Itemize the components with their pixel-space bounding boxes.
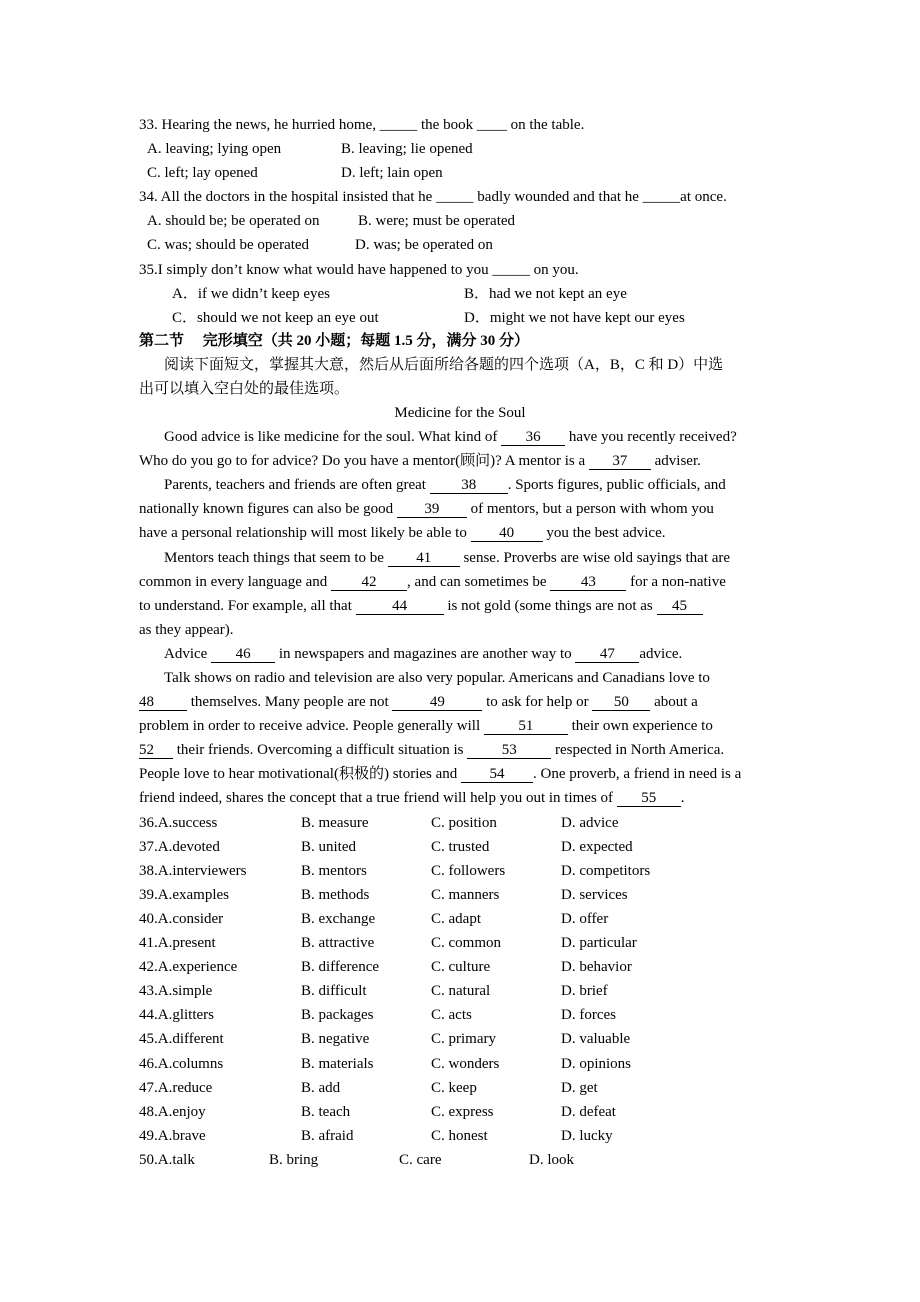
passage-line [139, 717, 713, 735]
option-43-a: 43.A.simple [139, 983, 213, 999]
option-45-a: 45.A.different [139, 1031, 224, 1047]
passage-text: . Sports figures, public officials, and [507, 477, 726, 493]
passage-text: common in every language and [139, 574, 332, 590]
passage-text: People love to hear motivational(积极的) stories and [139, 766, 462, 782]
option-40-c: C. adapt [431, 911, 481, 927]
option-36-d: D. advice [561, 815, 619, 831]
option-42-c: C. culture [431, 959, 491, 975]
option-48-d: D. defeat [561, 1104, 616, 1120]
passage-text: advice. [639, 646, 683, 662]
blank-46: 46 [211, 647, 275, 663]
option-49-b: B. afraid [301, 1128, 354, 1144]
option-38-a: 38.A.interviewers [139, 863, 247, 879]
passage-line [164, 549, 730, 567]
passage-line [139, 500, 714, 518]
passage-line [139, 597, 703, 615]
blank-37: 37 [589, 454, 651, 470]
passage-text: for a non-native [626, 574, 726, 590]
option-37-b: B. united [301, 839, 356, 855]
option-48-a: 48.A.enjoy [139, 1104, 206, 1120]
answer-blank: _____ [379, 117, 418, 133]
option-48-b: B. teach [301, 1104, 351, 1120]
option-33-c: C. left; lay opened [147, 165, 258, 181]
blank-40: 40 [471, 526, 543, 542]
blank-54: 54 [461, 767, 533, 783]
option-34-d: D. was; be operated on [355, 237, 493, 253]
question-35-stem: 35.I simply don’t know what would have happened to you _____ on you. [139, 262, 579, 278]
blank-51: 51 [484, 719, 568, 735]
passage-line [139, 573, 726, 591]
section-instructions-cont: 出可以填入空白处的最佳选项。 [139, 381, 350, 397]
blank-53: 53 [467, 743, 551, 759]
option-43-c: C. natural [431, 983, 491, 999]
stem-text: on the table. [506, 117, 585, 133]
stem-text: 33. Hearing the news, he hurried home, [139, 117, 380, 133]
option-47-d: D. get [561, 1080, 598, 1096]
passage-title: Medicine for the Soul [394, 405, 526, 421]
option-42-b: B. difference [301, 959, 380, 975]
option-37-a: 37.A.devoted [139, 839, 220, 855]
option-37-d: D. expected [561, 839, 633, 855]
passage-text: have a personal relationship will most likely be able to [139, 525, 471, 541]
option-44-d: D. forces [561, 1007, 616, 1023]
passage-text: Good advice is like medicine for the soul. What kind of [164, 429, 502, 445]
passage-text: about a [650, 694, 698, 710]
passage-text: their own experience to [567, 718, 713, 734]
option-45-d: D. valuable [561, 1031, 631, 1047]
option-36-c: C. position [431, 815, 497, 831]
stem-text: the book [417, 117, 477, 133]
blank-48: 48 [139, 695, 187, 711]
passage-line [139, 452, 701, 470]
blank-49: 49 [392, 695, 482, 711]
option-39-b: B. methods [301, 887, 370, 903]
option-43-b: B. difficult [301, 983, 367, 999]
option-35-a: A．if we didn’t keep eyes [172, 286, 331, 302]
passage-text: Who do you go to for advice? Do you have a mentor(顾问)? A mentor is a [139, 453, 589, 469]
passage-line [139, 741, 724, 759]
passage-line [139, 524, 665, 542]
option-35-d: D．might we not have kept our eyes [464, 310, 685, 326]
blank-44: 44 [356, 599, 444, 615]
answer-blank: ____ [476, 117, 507, 133]
option-35-c: C．should we not keep an eye out [172, 310, 379, 326]
option-38-b: B. mentors [301, 863, 367, 879]
option-45-c: C. primary [431, 1031, 496, 1047]
option-46-d: D. opinions [561, 1056, 632, 1072]
option-34-a: A. should be; be operated on [147, 213, 320, 229]
option-39-c: C. manners [431, 887, 500, 903]
option-44-a: 44.A.glitters [139, 1007, 214, 1023]
passage-text: is not gold (some things are not as [443, 598, 657, 614]
passage-text: nationally known figures can also be good [139, 501, 397, 517]
option-37-c: C. trusted [431, 839, 490, 855]
passage-text: have you recently received? [565, 429, 737, 445]
section-instructions: 阅读下面短文，掌握其大意，然后从后面所给各题的四个选项（A，B，C 和 D）中选 [164, 357, 724, 373]
option-38-d: D. competitors [561, 863, 651, 879]
option-50-b: B. bring [269, 1152, 319, 1168]
option-50-c: C. care [399, 1152, 442, 1168]
passage-text: in newspapers and magazines are another way to [275, 646, 576, 662]
question-34-stem: 34. All the doctors in the hospital insisted that he _____ badly wounded and that he _____at once. [139, 189, 727, 205]
passage-line: Talk shows on radio and television are also very popular. Americans and Canadians love to [164, 670, 710, 686]
option-43-d: D. brief [561, 983, 608, 999]
option-49-d: D. lucky [561, 1128, 613, 1144]
option-35-b: B．had we not kept an eye [464, 286, 627, 302]
option-38-c: C. followers [431, 863, 506, 879]
blank-55: 55 [617, 791, 681, 807]
blank-36: 36 [501, 430, 565, 446]
passage-line [139, 693, 698, 711]
passage-text: problem in order to receive advice. People generally will [139, 718, 484, 734]
passage-text: to ask for help or [482, 694, 593, 710]
option-44-b: B. packages [301, 1007, 374, 1023]
blank-39: 39 [397, 502, 467, 518]
section-heading: 第二节 完形填空（共 20 小题；每题 1.5 分，满分 30 分） [139, 333, 530, 349]
blank-43: 43 [550, 575, 626, 591]
option-49-a: 49.A.brave [139, 1128, 206, 1144]
blank-52: 52 [139, 743, 173, 759]
blank-50: 50 [592, 695, 650, 711]
option-40-a: 40.A.consider [139, 911, 224, 927]
passage-text: to understand. For example, all that [139, 598, 356, 614]
passage-line: as they appear). [139, 622, 234, 638]
option-48-c: C. express [431, 1104, 494, 1120]
option-46-c: C. wonders [431, 1056, 500, 1072]
option-46-a: 46.A.columns [139, 1056, 224, 1072]
passage-text: Advice [164, 646, 212, 662]
passage-text: . One proverb, a friend in need is a [533, 766, 742, 782]
passage-text: adviser. [650, 453, 701, 469]
passage-text: their friends. Overcoming a difficult situation is [173, 742, 468, 758]
passage-text: respected in North America. [551, 742, 725, 758]
option-47-a: 47.A.reduce [139, 1080, 213, 1096]
option-41-a: 41.A.present [139, 935, 216, 951]
passage-line [139, 789, 685, 807]
passage-line [164, 476, 726, 494]
option-46-b: B. materials [301, 1056, 374, 1072]
passage-text: Mentors teach things that seem to be [164, 550, 388, 566]
passage-line [164, 428, 737, 446]
option-50-a: 50.A.talk [139, 1152, 195, 1168]
option-34-c: C. was; should be operated [147, 237, 310, 253]
option-42-a: 42.A.experience [139, 959, 238, 975]
option-36-a: 36.A.success [139, 815, 218, 831]
option-44-c: C. acts [431, 1007, 472, 1023]
blank-38: 38 [430, 478, 508, 494]
option-33-b: B. leaving; lie opened [341, 141, 473, 157]
option-41-d: D. particular [561, 935, 637, 951]
option-45-b: B. negative [301, 1031, 370, 1047]
passage-text: sense. Proverbs are wise old sayings that are [459, 550, 731, 566]
option-42-d: D. behavior [561, 959, 632, 975]
option-47-b: B. add [301, 1080, 341, 1096]
option-33-d: D. left; lain open [341, 165, 443, 181]
passage-text: of mentors, but a person with whom you [466, 501, 714, 517]
option-41-c: C. common [431, 935, 501, 951]
option-47-c: C. keep [431, 1080, 477, 1096]
option-39-d: D. services [561, 887, 628, 903]
passage-text: . [680, 790, 685, 806]
option-40-b: B. exchange [301, 911, 376, 927]
option-50-d: D. look [529, 1152, 574, 1168]
blank-47: 47 [575, 647, 639, 663]
blank-41: 41 [388, 551, 460, 567]
option-41-b: B. attractive [301, 935, 375, 951]
passage-line [139, 765, 741, 783]
option-49-c: C. honest [431, 1128, 488, 1144]
option-36-b: B. measure [301, 815, 369, 831]
option-40-d: D. offer [561, 911, 609, 927]
option-39-a: 39.A.examples [139, 887, 229, 903]
passage-text: , and can sometimes be [407, 574, 551, 590]
passage-text: themselves. Many people are not [187, 694, 393, 710]
option-33-a: A. leaving; lying open [147, 141, 282, 157]
passage-line [164, 645, 682, 663]
passage-text: friend indeed, shares the concept that a true friend will help you out in times of [139, 790, 617, 806]
question-33-stem [139, 116, 584, 134]
passage-text: you the best advice. [542, 525, 666, 541]
option-34-b: B. were; must be operated [358, 213, 516, 229]
blank-42: 42 [331, 575, 407, 591]
passage-text: Parents, teachers and friends are often great [164, 477, 430, 493]
blank-45: 45 [657, 599, 703, 615]
